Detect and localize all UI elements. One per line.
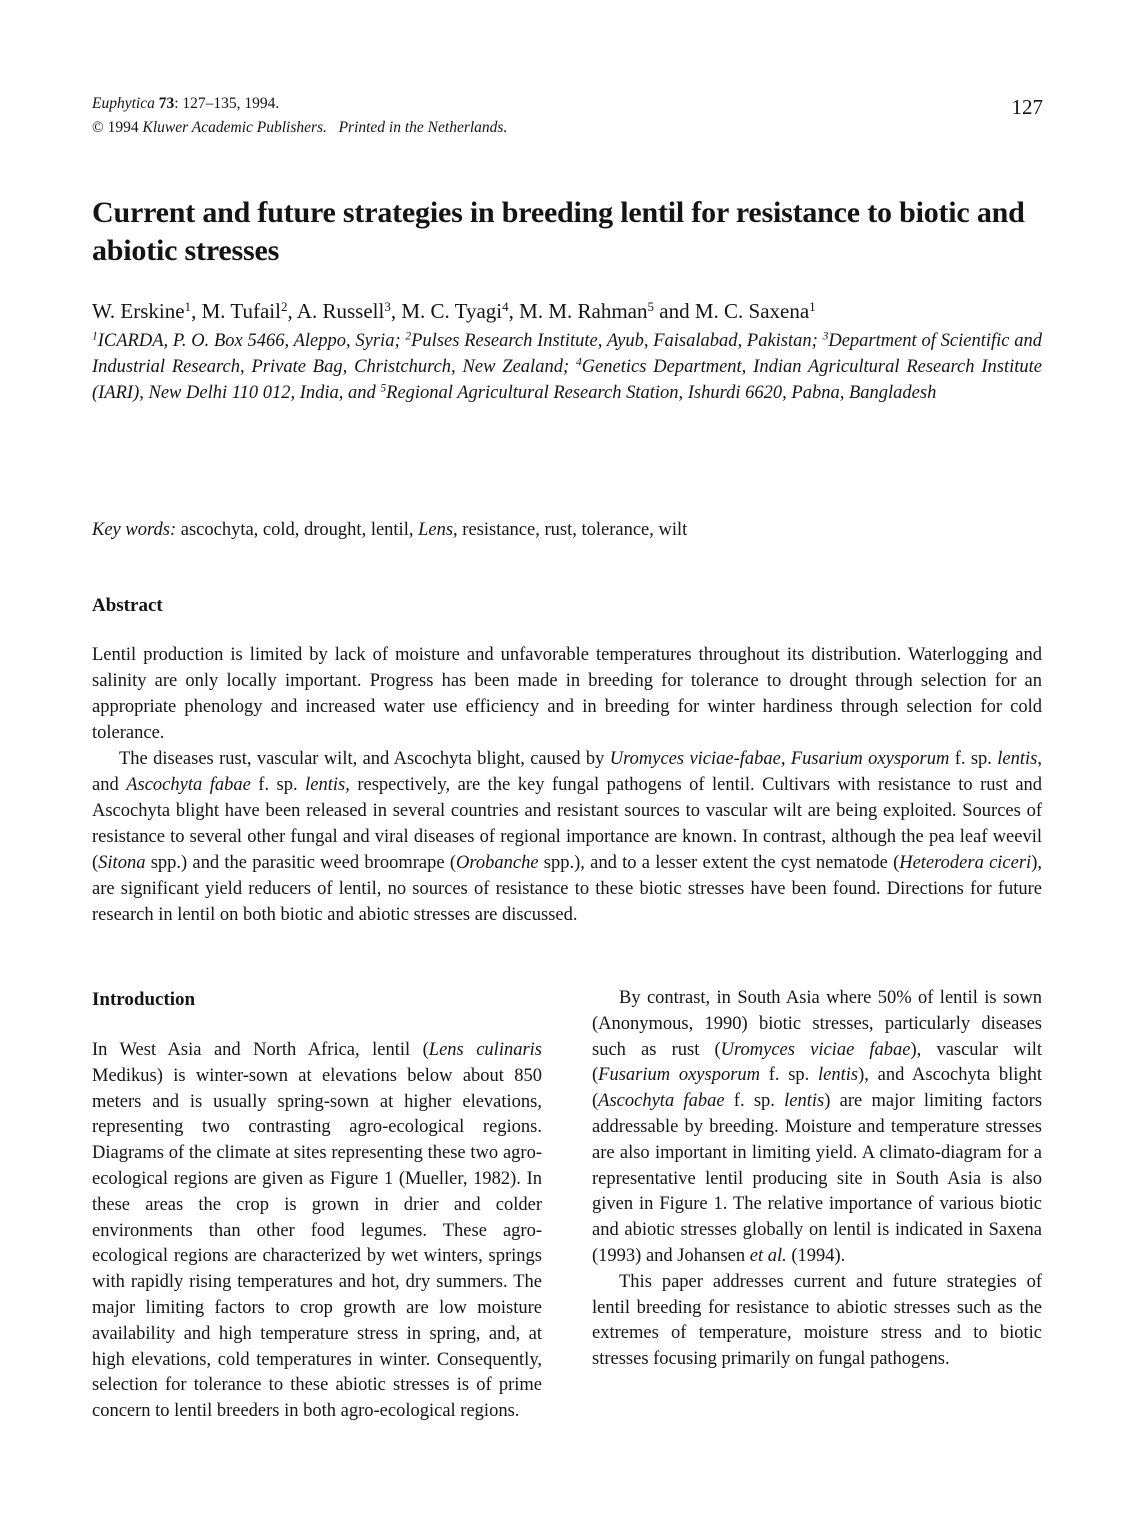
body-column-right [592, 986, 1042, 1373]
author: M. C. Saxena [694, 299, 810, 323]
body-paragraph: By contrast, in South Asia where 50% of lentil is sown (Anonymous, 1990) biotic stresses, particularly diseases such as rust (Uromyces viciae fabae), vascular wilt (Fusarium oxysporum f. sp. lentis), and Ascochyta blight (Ascochyta fabae f. sp. lentis) are major limiting factors addressable by breeding. Moisture and temperature stresses are also important in limiting yield. A climato-diagram for a representative lentil producing site in South Asia is also given in Figure 1. The relative importance of various biotic and abiotic stresses globally on lentil is indicated in Saxena (1993) and Johansen et al. (1994). [592, 988, 1043, 1266]
author-affil-mark: 4 [502, 298, 509, 314]
author: M. Tufail [201, 299, 281, 323]
affiliation: Department of Scientific and Industrial Research, Private Bag, Christchurch, New Zealand; [92, 331, 1043, 377]
printed-note: Printed in the Netherlands. [338, 119, 508, 136]
journal-pages: : 127–135, 1994. [174, 95, 280, 112]
author: A. Russell [296, 299, 385, 323]
author: M. C. Tyagi [401, 299, 503, 323]
copyright-icon: © [92, 119, 104, 136]
affil-number: 3 [822, 330, 829, 343]
abstract-paragraph: The diseases rust, vascular wilt, and Ascochyta blight, caused by Uromyces viciae-fabae, Fusarium oxysporum f. sp. lentis, and Ascochyta fabae f. sp. lentis, respectively, are the key fungal pathogens of lentil. Cultivars with resistance to rust and Ascochyta blight have been released in several countries and resistant sources to vascular wilt are being exploited. Sources of resistance to several other fungal and viral diseases of regional importance are known. In contrast, although the pea leaf weevil (Sitona spp.) and the parasitic weed broomrape (Orobanche spp.), and to a lesser extent the cyst nematode (Heterodera ciceri), are significant yield reducers of lentil, no sources of resistance to these biotic stresses have been found. Directions for future research in lentil on both biotic and abiotic stresses are discussed. [92, 749, 1043, 925]
journal-volume: 73 [158, 95, 175, 112]
keywords: Key words: ascochyta, cold, drought, lentil, Lens, resistance, rust, tolerance, wilt [92, 520, 688, 540]
page-number: 127 [1011, 95, 1043, 119]
affil-number: 4 [575, 356, 582, 369]
publisher: Kluwer Academic Publishers. [142, 119, 327, 136]
affil-number: 2 [405, 330, 412, 343]
affiliation: Pulses Research Institute, Ayub, Faisalabad, Pakistan; [411, 331, 818, 351]
author-affil-mark: 2 [280, 298, 288, 314]
affiliation: Genetics Department, Indian Agricultural Research Institute (IARI), New Delhi 110 012, India, and [92, 357, 1042, 403]
affil-number: 5 [380, 382, 387, 395]
body-paragraph: In West Asia and North Africa, lentil (Lens culinaris Medikus) is winter-sown at elevations below about 850 meters and is usually spring-sown at higher elevations, representing two contrasting agro-ecological regions. Diagrams of the climate at sites representing these two agro-ecological regions are given as Figure 1 (Mueller, 1982). In these areas the crop is grown in drier and colder environments than other food legumes. These agro-ecological regions are characterized by wet winters, springs with rapidly rising temperatures and hot, dry summers. The major limiting factors to crop growth are low moisture availability and high temperature stress in spring, and, at high elevations, cold temperatures in winter. Consequently, selection for tolerance to these abiotic stresses is of prime concern to lentil breeders in both agro-ecological regions. [92, 1040, 542, 1422]
journal-citation [92, 94, 279, 114]
abstract-paragraph: Lentil production is limited by lack of moisture and unfavorable temperatures throughout its distribution. Waterlogging and salinity are only locally important. Progress has been made in breeding for tolerance to drought through selection for an appropriate phenology and increased water use efficiency and in breeding for winter hardiness through selection for cold tolerance. [92, 645, 1042, 743]
copyright-line [92, 118, 507, 138]
copyright-year: 1994 [107, 119, 139, 136]
journal-name: Euphytica [92, 95, 155, 112]
author: W. Erskine [92, 299, 185, 323]
body-column-left [92, 1038, 542, 1425]
author: M. M. Rahman [519, 299, 648, 323]
paper-title: Current and future strategies in breeding lentil for resistance to biotic and abiotic stresses [92, 196, 1025, 267]
affil-number: 1 [92, 330, 98, 343]
author-affil-mark: 1 [809, 298, 816, 314]
abstract-heading: Abstract [92, 595, 163, 616]
author-affil-mark: 3 [384, 298, 391, 314]
affiliations [92, 328, 1042, 406]
body-paragraph: This paper addresses current and future strategies of lentil breeding for resistance to abiotic stresses such as the extremes of temperature, moisture stress and to biotic stresses focusing primarily on fungal pathogens. [592, 1271, 1042, 1370]
author-affil-mark: 1 [184, 298, 192, 314]
introduction-heading: Introduction [92, 989, 196, 1010]
abstract-body [92, 642, 1042, 928]
author-list: W. Erskine$^1$, M. Tufail$^2$, A. Russell$^3$, M. C. Tyagi$^4$, M. M. Rahman$^5$ and M. C. Saxena$^1$ [92, 298, 816, 323]
affiliation: ICARDA, P. O. Box 5466, Aleppo, Syria; [97, 331, 401, 351]
author-affil-mark: 5 [647, 298, 655, 314]
keywords-label: Key words: [92, 520, 177, 540]
affiliation: Regional Agricultural Research Station, Ishurdi 6620, Pabna, Bangladesh [386, 383, 937, 403]
